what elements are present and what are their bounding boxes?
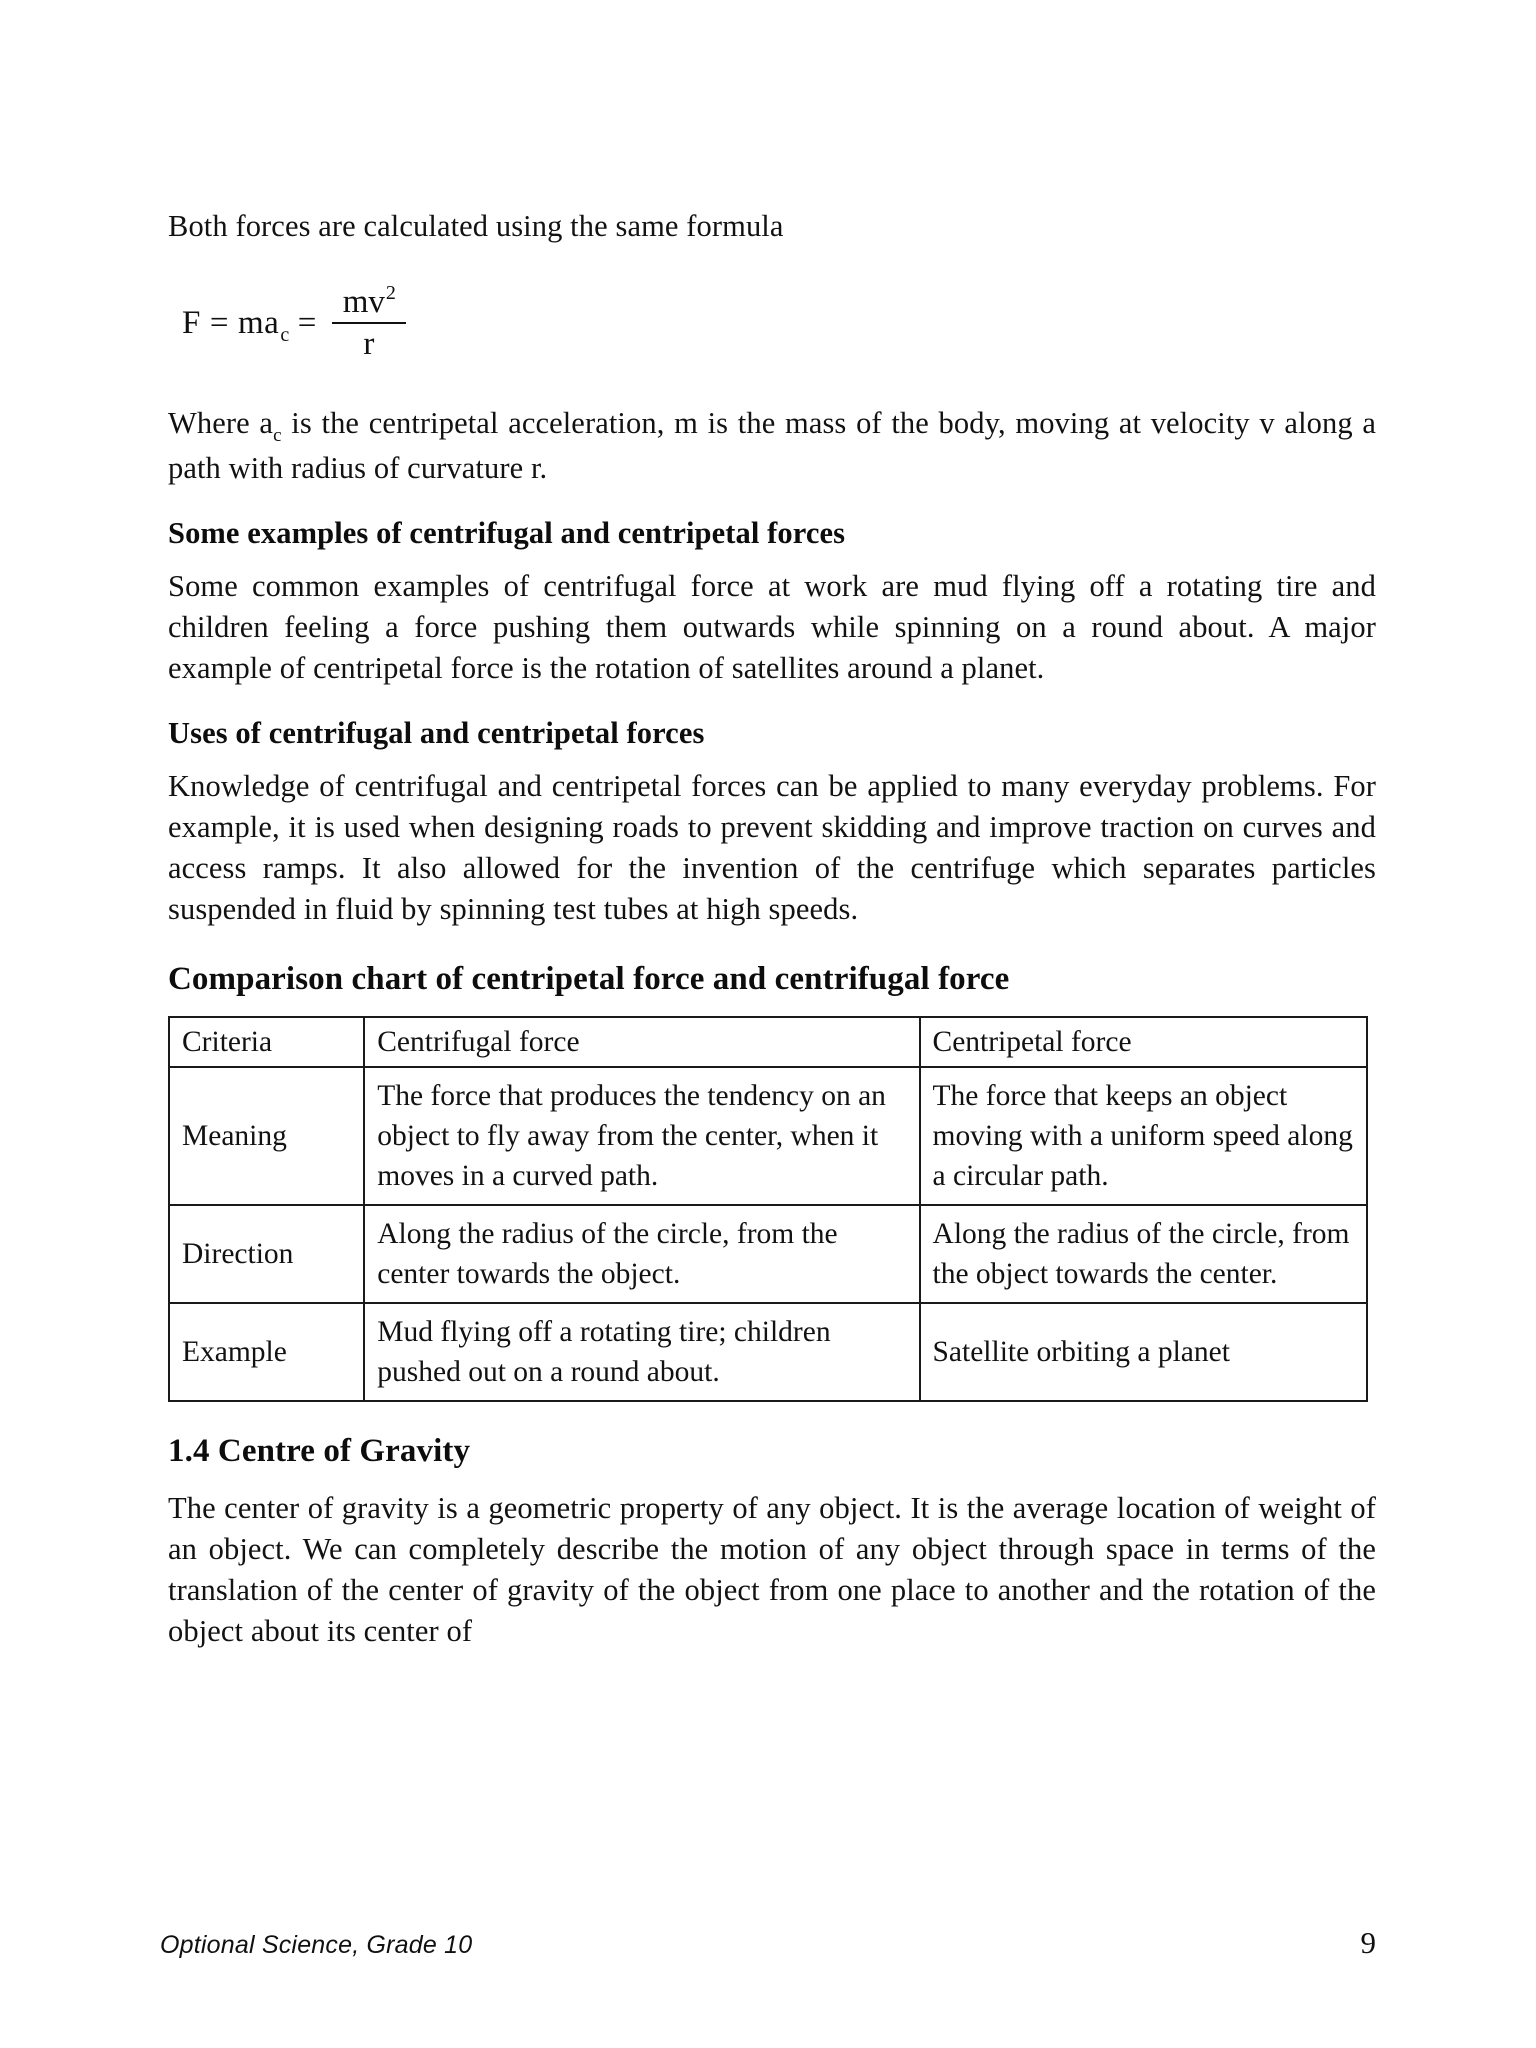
table-header-row — [169, 1017, 1367, 1067]
table-header-criteria: Criteria — [169, 1017, 364, 1067]
where-text-part2: is the centripetal acceleration, m is the mass of the body, moving at velocity v along a path with radius of curvature r. — [168, 406, 1376, 485]
comparison-table — [168, 1016, 1368, 1402]
formula-left-side — [182, 304, 326, 346]
table-cell-centrifugal-direction: Along the radius of the circle, from the center towards the object. — [364, 1205, 919, 1303]
table-header-centrifugal: Centrifugal force — [364, 1017, 919, 1067]
paragraph-some-examples: Some common examples of centrifugal force at work are mud flying off a rotating tire and children feeling a force pushing them outwards while spinning on a round about. A major example of centripetal force is the rotation of satellites around a planet. — [168, 569, 1376, 685]
paragraph-uses: Knowledge of centrifugal and centripetal forces can be applied to many everyday problems. For example, it is used when designing roads to prevent skidding and improve traction on curves and access ramps. It also allowed for the invention of the centrifuge which separates particles suspended in fluid by spinning test tubes at high speeds. — [168, 769, 1376, 926]
page-content — [168, 206, 1376, 1662]
formula-ma-subscript: c — [280, 323, 290, 346]
table-cell-centripetal-example: Satellite orbiting a planet — [920, 1303, 1367, 1401]
formula-fraction — [332, 281, 406, 362]
formula-denominator: r — [363, 325, 375, 362]
page-footer — [160, 1925, 1376, 1961]
where-text-part1: Where a — [168, 406, 274, 440]
table-cell-criteria-direction: Direction — [169, 1205, 364, 1303]
table-cell-centrifugal-meaning: The force that produces the tendency on an object to fly away from the center, when it moves in a curved path. — [364, 1067, 919, 1205]
table-cell-criteria-meaning: Meaning — [169, 1067, 364, 1205]
paragraph-centre-of-gravity: The center of gravity is a geometric property of any object. It is the average location of weight of an object. We can completely describe the motion of any object through space in terms of the translation of the center of gravity of the object from one place to another and the rotation of the object about its center of — [168, 1491, 1376, 1648]
centripetal-force-formula — [182, 281, 1376, 365]
table-row — [169, 1205, 1367, 1303]
where-subscript-c: c — [273, 425, 282, 446]
where-paragraph — [168, 403, 1376, 489]
formula-numerator — [333, 281, 405, 322]
table-row — [169, 1067, 1367, 1205]
table-cell-centripetal-direction: Along the radius of the circle, from the object towards the center. — [920, 1205, 1367, 1303]
formula-numerator-exponent: 2 — [385, 281, 396, 304]
footer-page-number: 9 — [1360, 1925, 1376, 1960]
formula-equals-2: = — [297, 304, 317, 341]
heading-uses: Uses of centrifugal and centripetal forces — [168, 716, 705, 750]
formula-numerator-base: mv — [342, 283, 385, 320]
heading-comparison-chart: Comparison chart of centripetal force and centrifugal force — [168, 961, 1010, 997]
heading-some-examples: Some examples of centrifugal and centripetal forces — [168, 516, 846, 550]
table-cell-criteria-example: Example — [169, 1303, 364, 1401]
table-header-centripetal: Centripetal force — [920, 1017, 1367, 1067]
table-cell-centrifugal-example: Mud flying off a rotating tire; children pushed out on a round about. — [364, 1303, 919, 1401]
formula-f: F — [182, 304, 201, 341]
table-cell-centripetal-meaning: The force that keeps an object moving with a uniform speed along a circular path. — [920, 1067, 1367, 1205]
formula-equals-1: = — [209, 304, 229, 341]
formula-ma: ma — [237, 304, 280, 341]
table-row — [169, 1303, 1367, 1401]
heading-centre-of-gravity: 1.4 Centre of Gravity — [168, 1433, 471, 1469]
footer-book-title: Optional Science, Grade 10 — [160, 1931, 473, 1959]
intro-paragraph: Both forces are calculated using the same formula — [168, 209, 784, 243]
